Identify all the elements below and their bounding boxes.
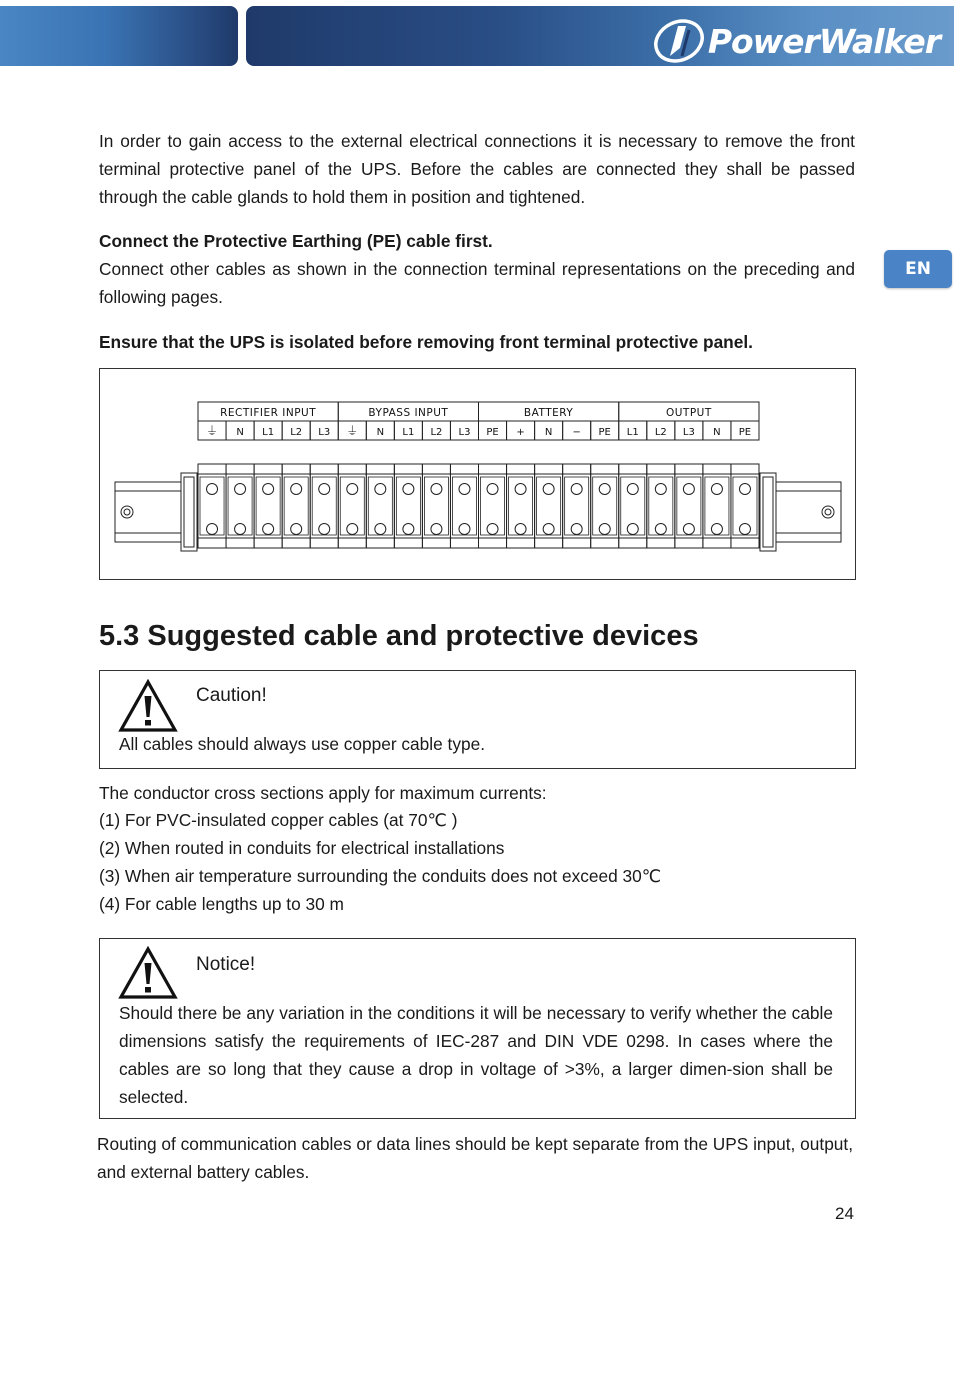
terminal-label: L1 — [626, 427, 639, 438]
terminal-bottom — [450, 538, 478, 548]
terminal-block-inner — [481, 477, 505, 535]
terminal-top — [198, 464, 226, 474]
terminal-block-inner — [509, 477, 533, 535]
terminal-top — [535, 464, 563, 474]
caution-box — [99, 670, 856, 769]
terminal-screw — [739, 524, 750, 535]
terminal-screw — [599, 524, 610, 535]
terminal-bottom — [535, 538, 563, 548]
terminal-block-inner — [565, 477, 589, 535]
terminal-block-inner — [649, 477, 673, 535]
terminal-group-label: OUTPUT — [665, 407, 712, 419]
section-title: 5.3 Suggested cable and protective devices — [99, 620, 699, 652]
terminal-top — [703, 464, 731, 474]
terminal-screw — [627, 524, 638, 535]
terminal-screw — [515, 484, 526, 495]
pe-paragraph: Connect other cables as shown in the connection terminal representations on the preceding and following pages. — [99, 259, 855, 307]
terminal-bottom — [310, 538, 338, 548]
terminal-screw — [655, 524, 666, 535]
terminal-screw — [319, 524, 330, 535]
rail-screw — [825, 509, 831, 515]
terminal-diagram — [99, 368, 856, 580]
condition-item: (2) When routed in conduits for electrical installations — [99, 838, 505, 858]
terminal-screw — [515, 524, 526, 535]
terminal-bottom — [591, 538, 619, 548]
terminal-screw — [431, 524, 442, 535]
terminal-top — [366, 464, 394, 474]
language-tab[interactable]: EN — [884, 250, 952, 288]
terminal-label: N — [713, 427, 721, 438]
terminal-screw — [683, 524, 694, 535]
terminal-bottom — [731, 538, 759, 548]
terminal-screw — [487, 524, 498, 535]
condition-item: (1) For PVC-insulated copper cables (at 70℃ ) — [99, 810, 458, 830]
terminal-label: L1 — [402, 427, 415, 438]
condition-item: (4) For cable lengths up to 30 m — [99, 894, 344, 914]
terminal-label: L3 — [458, 427, 471, 438]
terminal-screw — [711, 484, 722, 495]
terminal-top — [731, 464, 759, 474]
terminal-top — [282, 464, 310, 474]
terminal-screw — [683, 484, 694, 495]
terminal-group-label: BATTERY — [523, 407, 574, 419]
terminal-bottom — [394, 538, 422, 548]
terminal-block-inner — [396, 477, 420, 535]
terminal-label: + — [516, 427, 525, 438]
terminal-block-inner — [368, 477, 392, 535]
terminal-bottom — [675, 538, 703, 548]
terminal-screw — [487, 484, 498, 495]
terminal-screw — [627, 484, 638, 495]
terminal-bottom — [647, 538, 675, 548]
terminal-screw — [319, 484, 330, 495]
terminal-bottom — [703, 538, 731, 548]
terminal-screw — [655, 484, 666, 495]
terminal-block-inner — [705, 477, 729, 535]
powerwalker-logo-icon — [652, 18, 706, 64]
caution-heading: Caution! — [196, 685, 267, 706]
terminal-bottom — [366, 538, 394, 548]
terminal-bottom — [282, 538, 310, 548]
terminal-bottom — [198, 538, 226, 548]
terminal-screw — [207, 524, 218, 535]
conditions-intro: The conductor cross sections apply for maximum currents: — [99, 783, 547, 803]
end-clamp-left — [181, 473, 197, 551]
terminal-bottom — [226, 538, 254, 548]
notice-box — [99, 938, 856, 1119]
terminal-screw — [263, 484, 274, 495]
terminal-label: L1 — [262, 427, 275, 438]
terminal-label: PE — [486, 427, 499, 438]
terminal-label: L3 — [318, 427, 331, 438]
page-number: 24 — [835, 1204, 854, 1223]
terminal-bottom — [338, 538, 366, 548]
terminal-screw — [459, 524, 470, 535]
terminal-bottom — [254, 538, 282, 548]
rail-screw — [124, 509, 130, 515]
powerwalker-logo — [652, 16, 940, 66]
terminal-screw — [347, 484, 358, 495]
terminal-block-inner — [340, 477, 364, 535]
terminal-top — [254, 464, 282, 474]
terminal-block-inner — [593, 477, 617, 535]
terminal-screw — [431, 484, 442, 495]
terminal-screw — [291, 524, 302, 535]
terminal-block-inner — [424, 477, 448, 535]
terminal-bottom — [563, 538, 591, 548]
terminal-label: L3 — [682, 427, 695, 438]
terminal-bottom — [619, 538, 647, 548]
terminal-top — [647, 464, 675, 474]
terminal-label: PE — [738, 427, 752, 438]
terminal-screw — [599, 484, 610, 495]
terminal-top — [226, 464, 254, 474]
terminal-screw — [711, 524, 722, 535]
notice-heading: Notice! — [196, 954, 256, 975]
terminal-screw — [235, 484, 246, 495]
caution-text: All cables should always use copper cable type. — [119, 734, 485, 754]
terminal-screw — [375, 524, 386, 535]
terminal-block-inner — [537, 477, 561, 535]
terminal-group-label: BYPASS INPUT — [368, 407, 449, 419]
header-bar-right — [246, 6, 954, 66]
terminal-screw — [571, 524, 582, 535]
warning-triangle-icon — [118, 679, 178, 733]
terminal-block-inner — [284, 477, 308, 535]
terminal-label: L2 — [290, 427, 303, 438]
terminal-screw — [403, 524, 414, 535]
terminal-bottom — [422, 538, 450, 548]
terminal-top — [394, 464, 422, 474]
terminal-label: N — [376, 427, 385, 438]
rail-screw — [822, 506, 834, 518]
terminal-block-drawing — [100, 369, 855, 579]
terminal-label: ⏚ — [206, 424, 219, 438]
terminal-screw — [375, 484, 386, 495]
terminal-screw — [291, 484, 302, 495]
terminal-label: N — [544, 427, 553, 438]
terminal-screw — [235, 524, 246, 535]
terminal-top — [619, 464, 647, 474]
warning-triangle-icon — [118, 946, 178, 1000]
routing-paragraph: Routing of communication cables or data lines should be kept separate from the UPS input, output, and external battery cables. — [97, 1134, 854, 1182]
terminal-top — [479, 464, 507, 474]
terminal-top — [507, 464, 535, 474]
terminal-top — [591, 464, 619, 474]
terminal-label: L2 — [654, 427, 667, 438]
terminal-screw — [543, 484, 554, 495]
terminal-label: − — [572, 427, 581, 438]
terminal-block-inner — [228, 477, 252, 535]
terminal-block-inner — [621, 477, 645, 535]
terminal-bottom — [479, 538, 507, 548]
notice-text: Should there be any variation in the conditions it will be necessary to verify whether the cable dimensions satisfy the requirements of IEC-287 and DIN VDE 0298. In cases where the cables are so long that they cause a drop in voltage of >3%, a larger dimen-sion shall be selected. — [119, 1003, 833, 1107]
terminal-label: N — [236, 427, 244, 438]
terminal-block-inner — [733, 477, 757, 535]
terminal-top — [422, 464, 450, 474]
terminal-label: L2 — [430, 427, 443, 438]
header-bar-left — [0, 6, 238, 66]
isolation-warning: Ensure that the UPS is isolated before removing front terminal protective panel. — [99, 332, 753, 352]
terminal-top — [338, 464, 366, 474]
end-clamp-right — [760, 473, 776, 551]
terminal-block-inner — [312, 477, 336, 535]
terminal-screw — [347, 524, 358, 535]
terminal-block-inner — [200, 477, 224, 535]
rail-screw — [121, 506, 133, 518]
terminal-screw — [263, 524, 274, 535]
terminal-top — [675, 464, 703, 474]
terminal-block-inner — [677, 477, 701, 535]
terminal-screw — [543, 524, 554, 535]
condition-item: (3) When air temperature surrounding the conduits does not exceed 30℃ — [99, 866, 662, 886]
terminal-screw — [739, 484, 750, 495]
terminal-screw — [207, 484, 218, 495]
intro-paragraph: In order to gain access to the external electrical connections it is necessary to remove the front terminal protective panel of the UPS. Before the cables are connected they shall be passed through the cable glands to hold them in position and tightened. — [99, 131, 855, 207]
pe-heading: Connect the Protective Earthing (PE) cable first. — [99, 231, 493, 251]
terminal-block-inner — [452, 477, 476, 535]
terminal-screw — [403, 484, 414, 495]
terminal-screw — [459, 484, 470, 495]
terminal-screw — [571, 484, 582, 495]
terminal-bottom — [507, 538, 535, 548]
terminal-label: PE — [598, 427, 611, 438]
terminal-label: ⏚ — [346, 424, 359, 438]
terminal-top — [310, 464, 338, 474]
terminal-group-label: RECTIFIER INPUT — [220, 407, 317, 419]
brand-name: PowerWalker — [707, 21, 940, 61]
terminal-top — [450, 464, 478, 474]
terminal-block-inner — [256, 477, 280, 535]
terminal-top — [563, 464, 591, 474]
